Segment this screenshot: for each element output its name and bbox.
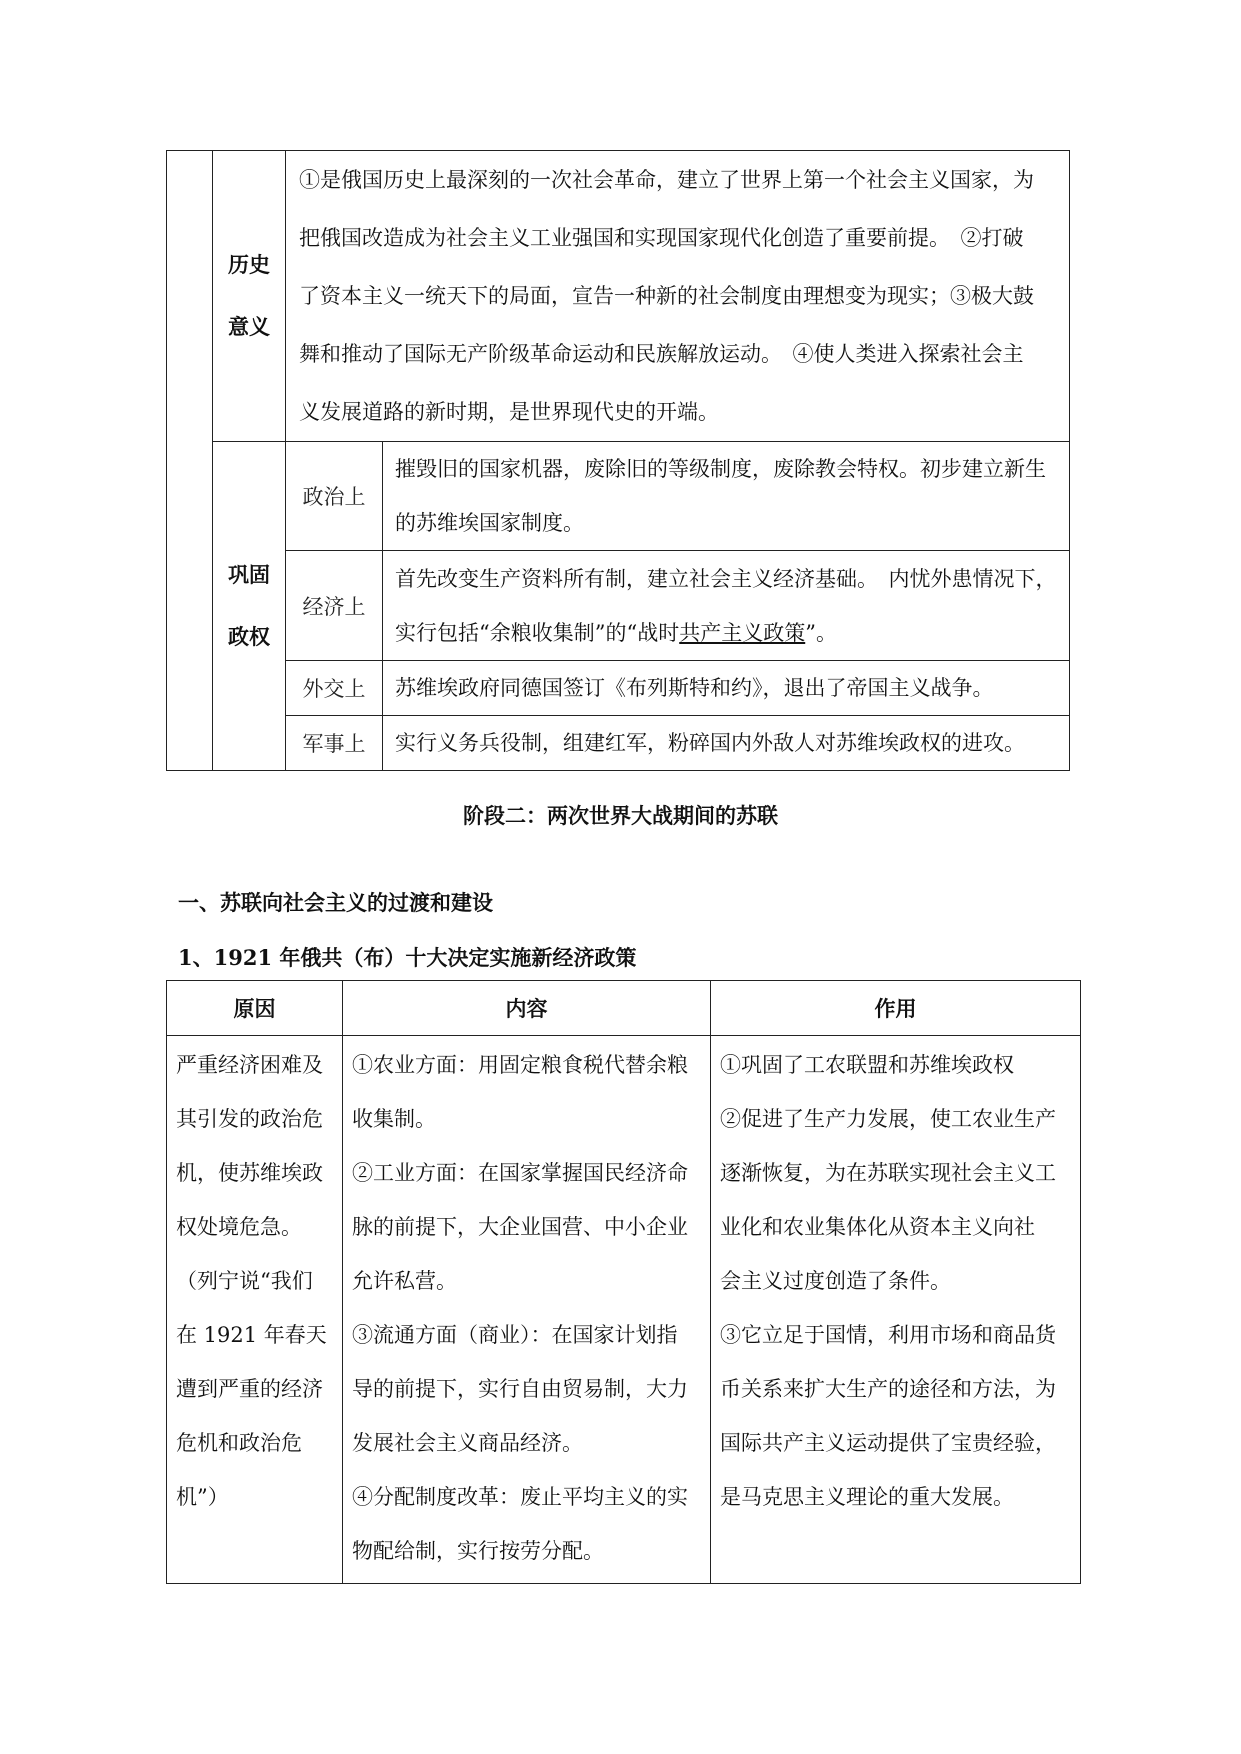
diplomacy-label: 外交上 xyxy=(286,661,383,716)
content-cell: ①农业方面：用固定粮食税代替余粮 收集制。 ②工业方面：在国家掌握国民经济命 脉的前提下，大企业国营、中小企业 允许私营。 ③流通方面（商业）：在国家计划指 导的前提下，实行自由贸易制，大力 发展社会主义商品经济。 ④分配制度改革：废止平均主义的实 物配给制，实行按劳分配。 xyxy=(343,1036,711,1584)
revolution-table xyxy=(166,150,1070,771)
military-label: 军事上 xyxy=(286,716,383,771)
left-margin-cell xyxy=(167,151,213,771)
politics-text: 摧毁旧的国家机器，废除旧的等级制度，废除教会特权。初步建立新生 的苏维埃国家制度。 xyxy=(383,442,1070,551)
economy-label: 经济上 xyxy=(286,551,383,661)
economy-text: 首先改变生产资料所有制，建立社会主义经济基础。 内忧外患情况下， 实行包括“余粮收集制”的“战时共产主义政策”。 xyxy=(383,551,1070,661)
effect-cell: ①巩固了工农联盟和苏维埃政权 ②促进了生产力发展，使工农业生产 逐渐恢复，为在苏联实现社会主义工 业化和农业集体化从资本主义向社 会主义过度创造了条件。 ③它立足于国情，利用市场和商品货 币关系来扩大生产的途径和方法，为 国际共产主义运动提供了宝贵经验， 是马克思主义理论的重大发展。 xyxy=(711,1036,1081,1584)
military-text: 实行义务兵役制，组建红军，粉碎国内外敌人对苏维埃政权的进攻。 xyxy=(383,716,1070,771)
stage-title: 阶段二：两次世界大战期间的苏联 xyxy=(463,803,778,828)
section-title: 一、苏联向社会主义的过渡和建设 xyxy=(178,890,493,915)
nep-table xyxy=(166,980,1081,1584)
history-significance-text: ①是俄国历史上最深刻的一次社会革命，建立了世界上第一个社会主义国家，为 把俄国改造成为社会主义工业强国和实现国家现代化创造了重要前提。 ②打破 了资本主义一统天下的局面，宣告一种新的社会制度由理想变为现实；③极大鼓 舞和推动了国际无产阶级革命运动和民族解放运动。 ④使人类进入探索社会主 义发展道路的新时期，是世界现代史的开端。 xyxy=(286,151,1070,442)
cause-cell: 严重经济困难及 其引发的政治危 机，使苏维埃政 权处境危急。 （列宁说“我们 在 1921 年春天 遭到严重的经济 危机和政治危 机”） xyxy=(167,1036,343,1584)
history-significance-label: 历史 意义 xyxy=(213,151,286,442)
header-content: 内容 xyxy=(343,981,711,1036)
section-subtitle: 1、1921 年俄共（布）十大决定实施新经济政策 xyxy=(178,945,637,970)
politics-label: 政治上 xyxy=(286,442,383,551)
consolidate-power-label: 巩固 政权 xyxy=(213,442,286,771)
header-cause: 原因 xyxy=(167,981,343,1036)
header-effect: 作用 xyxy=(711,981,1081,1036)
diplomacy-text: 苏维埃政府同德国签订《布列斯特和约》，退出了帝国主义战争。 xyxy=(383,661,1070,716)
war-communism-underline: 共产主义政策 xyxy=(679,620,806,645)
